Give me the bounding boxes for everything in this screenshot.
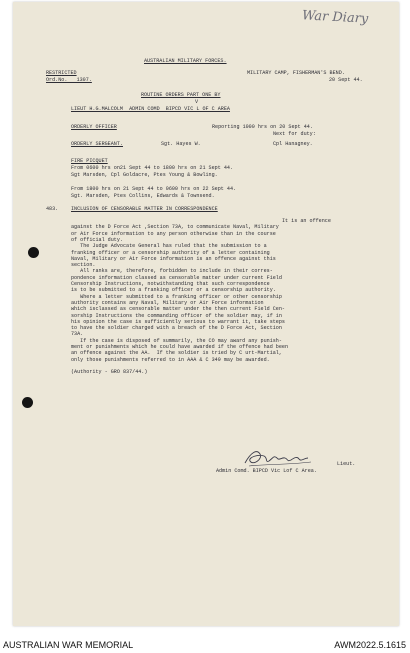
- orderly-sergeant-text: Sgt. Hayes W.: [161, 141, 201, 147]
- body-line: If the case is disposed of summarily, the CO may award any punish-: [71, 337, 282, 344]
- fire-picquet-line-1: From 0600 hrs on21 Sept 44 to 1800 hrs on 21 Sept 44.: [71, 165, 234, 171]
- body-line: The Judge Advocate General has ruled that the submission to a: [71, 243, 267, 250]
- classification: RESTRICTED: [46, 70, 77, 76]
- fire-picquet-line-2: Sgt Marsden, Cpl Goldacre, Ptes Young & Bowling.: [71, 172, 218, 178]
- body-line: of official duty.: [71, 236, 123, 243]
- handwritten-note: War Diary: [301, 8, 369, 27]
- section-heading: INCLUSION OF CENSORABLE MATTER IN CORRESPONDENCE: [71, 206, 218, 212]
- body-line: against the D Force Act ,Section 73A, to communicate Naval, Military: [71, 224, 279, 231]
- body-line: his opinion the case is sufficiently serious to warrant it, take steps: [71, 318, 285, 325]
- signatory-title: Admin Comd. BIPCD Vic Lof C Area.: [216, 468, 317, 474]
- body-line: sorship Instructions the commanding officer of the soldier may, if in: [71, 312, 282, 319]
- next-for-duty: Next for duty:: [273, 131, 316, 137]
- body-line: or Air Force information to any person otherwise than in the course: [71, 230, 276, 237]
- handwritten-signature: [241, 446, 315, 470]
- body-line: an offence against the AA. If the soldier is tried by C urt-Martial,: [71, 350, 282, 357]
- body-line: Where a letter submitted to a franking officer or other censorship: [71, 293, 282, 300]
- orderly-sergeant-next: Cpl Hanagney.: [273, 141, 313, 147]
- signatory-rank: Lieut.: [337, 461, 356, 467]
- camp-location: MILITARY CAMP, FISHERMAN'S BEND.: [247, 70, 345, 76]
- archive-footer: [0, 630, 410, 653]
- order-date: 20 Sept 44.: [329, 77, 363, 83]
- body-line: only those punishments referred to in AAA & C 349 may be awarded.: [71, 356, 270, 363]
- fire-picquet-line-3: From 1800 hrs on 21 Sept 44 to 0600 hrs on 22 Sept 44.: [71, 186, 237, 192]
- body-line: 73A.: [71, 331, 84, 338]
- body-line: which isclassed as censorable matter under the then current Field Cen-: [71, 306, 285, 313]
- body-line: ment or punishments which he could have awarded if the offence had been: [71, 344, 289, 350]
- body-line: authority contains any Naval, Military or Air Force information: [71, 299, 264, 306]
- orderly-sergeant-label: ORDERLY SERGEANT.: [71, 141, 123, 147]
- fire-picquet-line-4: Sgt. Marsden, Ptes Collins, Edwards & Townsend.: [71, 193, 215, 199]
- order-number: Ord.No. 1307.: [46, 77, 92, 83]
- footer-institution: AUSTRALIAN WAR MEMORIAL: [3, 640, 134, 650]
- body-line: section.: [71, 262, 96, 269]
- authority-reference: (Authority - GRO 837/44.): [71, 369, 148, 375]
- title-line-1: ROUTINE ORDERS PART ONE BY: [141, 92, 221, 98]
- orderly-officer-label: ORDERLY OFFICER: [71, 124, 117, 130]
- section-number: 483.: [46, 206, 59, 212]
- body-line: pondence information classed as censorable matter under current Field: [71, 274, 282, 281]
- title-line-3: LIEUT H.G.MALCOLM ADMIN COMD BIPCD VIC L OF C AREA: [71, 106, 230, 112]
- body-line: Censorship Instructions, notwithstanding that such correspondence: [71, 281, 270, 287]
- body-line: All ranks are, therefore, forbidden to include in their corres-: [71, 268, 273, 275]
- document-page: [13, 2, 399, 626]
- title-line-2: V: [195, 99, 199, 105]
- punch-hole: [28, 247, 39, 258]
- orderly-officer-text: Reporting 1000 hrs on 20 Sept 44.: [212, 124, 313, 130]
- body-line: to have the soldier charged with a breach of the D Force Act, Section: [71, 325, 282, 332]
- document-title: AUSTRALIAN MILITARY FORCES.: [144, 58, 227, 64]
- body-line: It is an offence: [282, 218, 331, 224]
- fire-picquet-label: FIRE PICQUET: [71, 158, 108, 164]
- body-line: Naval, Military or Air Force information is an offence against this: [71, 255, 276, 262]
- footer-accession: AWM2022.5.1615: [334, 640, 406, 650]
- body-line: franking officer or a censorship authority of a letter containing: [71, 249, 270, 256]
- punch-hole: [22, 397, 33, 408]
- body-line: is to be submitted to a franking officer or a censorship authority.: [71, 287, 276, 294]
